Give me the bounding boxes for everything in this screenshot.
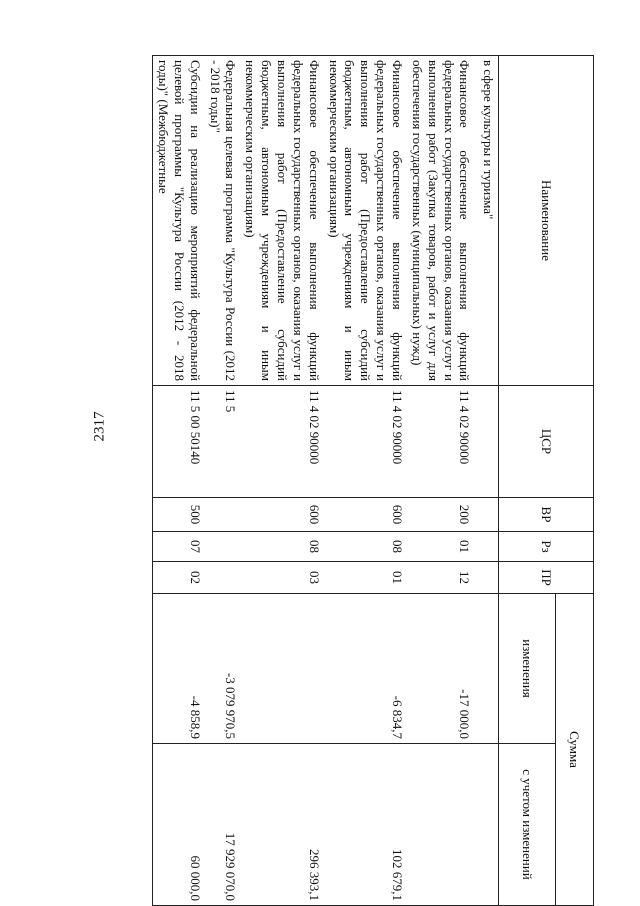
cell-name: Финансовое обеспечение выполнения функций федеральных государственных органов, оказания услуг и выполнения работ (Предоставление субсидий бюджетным, автономным учреждениям и иным некоммерческим организациям) — [324, 56, 407, 386]
table-row — [240, 56, 323, 906]
cell-change: -17 000,0 — [407, 594, 474, 744]
cell-csr: 11 4 02 90000 — [407, 386, 474, 498]
cell-name: Субсидии на реализацию мероприятий федеральной целевой программы "Культура России (2012 - 2018 годы)" (Межбюджетные — [153, 56, 205, 386]
header-pr: ПР — [499, 562, 594, 594]
header-csr: ЦСР — [499, 386, 594, 498]
cell-pr — [475, 562, 499, 594]
cell-vr — [205, 498, 241, 532]
cell-vr: 500 — [153, 498, 205, 532]
cell-rz: 08 — [324, 532, 407, 562]
table-row — [324, 56, 407, 906]
cell-change: -4 858,9 — [153, 594, 205, 744]
header-change: изменения — [499, 594, 556, 744]
cell-with-changes: 17 929 070,0 — [205, 744, 241, 906]
table-row — [153, 56, 205, 906]
cell-csr: 11 4 02 90000 — [324, 386, 407, 498]
cell-pr: 03 — [240, 562, 323, 594]
budget-table — [152, 55, 594, 906]
cell-change: -3 079 970,5 — [205, 594, 241, 744]
rotated-page-content — [66, 55, 594, 905]
table-body — [153, 56, 499, 906]
cell-change — [240, 594, 323, 744]
cell-csr — [475, 386, 499, 498]
cell-pr: 02 — [153, 562, 205, 594]
table-row — [475, 56, 499, 906]
cell-pr: 12 — [407, 562, 474, 594]
cell-csr: 11 5 00 50140 — [153, 386, 205, 498]
cell-csr: 11 5 — [205, 386, 241, 498]
cell-with-changes — [475, 744, 499, 906]
cell-change — [475, 594, 499, 744]
cell-name: Федеральная целевая программа "Культура России (2012 - 2018 годы)" — [205, 56, 241, 386]
header-sum: Сумма — [556, 594, 594, 906]
cell-rz — [475, 532, 499, 562]
cell-vr: 600 — [324, 498, 407, 532]
cell-with-changes — [407, 744, 474, 906]
header-name: Наименование — [499, 56, 594, 386]
cell-rz: 07 — [153, 532, 205, 562]
cell-vr: 200 — [407, 498, 474, 532]
page-number: 2317 — [91, 411, 108, 442]
cell-change: -6 834,7 — [324, 594, 407, 744]
cell-name: Финансовое обеспечение выполнения функций федеральных государственных органов, оказания услуг и выполнения работ (Закупка товаров, работ и услуг для обеспечения государственных (муниципальных) нужд) — [407, 56, 474, 386]
cell-with-changes: 296 393,1 — [240, 744, 323, 906]
table-header — [499, 56, 594, 906]
cell-vr — [475, 498, 499, 532]
cell-rz — [205, 532, 241, 562]
cell-with-changes: 60 000,0 — [153, 744, 205, 906]
cell-pr: 01 — [324, 562, 407, 594]
cell-pr — [205, 562, 241, 594]
header-rz: Рз — [499, 532, 594, 562]
cell-name: Финансовое обеспечение выполнения функций федеральных государственных органов, оказания услуг и выполнения работ (Предоставление субсидий бюджетным, автономным учреждениям и иным некоммерческим организациям) — [240, 56, 323, 386]
cell-vr: 600 — [240, 498, 323, 532]
cell-csr: 11 4 02 90000 — [240, 386, 323, 498]
header-with-changes: с учетом изменений — [499, 744, 556, 906]
cell-name: в сфере культуры и туризма" — [475, 56, 499, 386]
cell-rz: 08 — [240, 532, 323, 562]
cell-rz: 01 — [407, 532, 474, 562]
table-row — [407, 56, 474, 906]
table-row — [205, 56, 241, 906]
header-vr: ВР — [499, 498, 594, 532]
cell-with-changes: 102 679,1 — [324, 744, 407, 906]
